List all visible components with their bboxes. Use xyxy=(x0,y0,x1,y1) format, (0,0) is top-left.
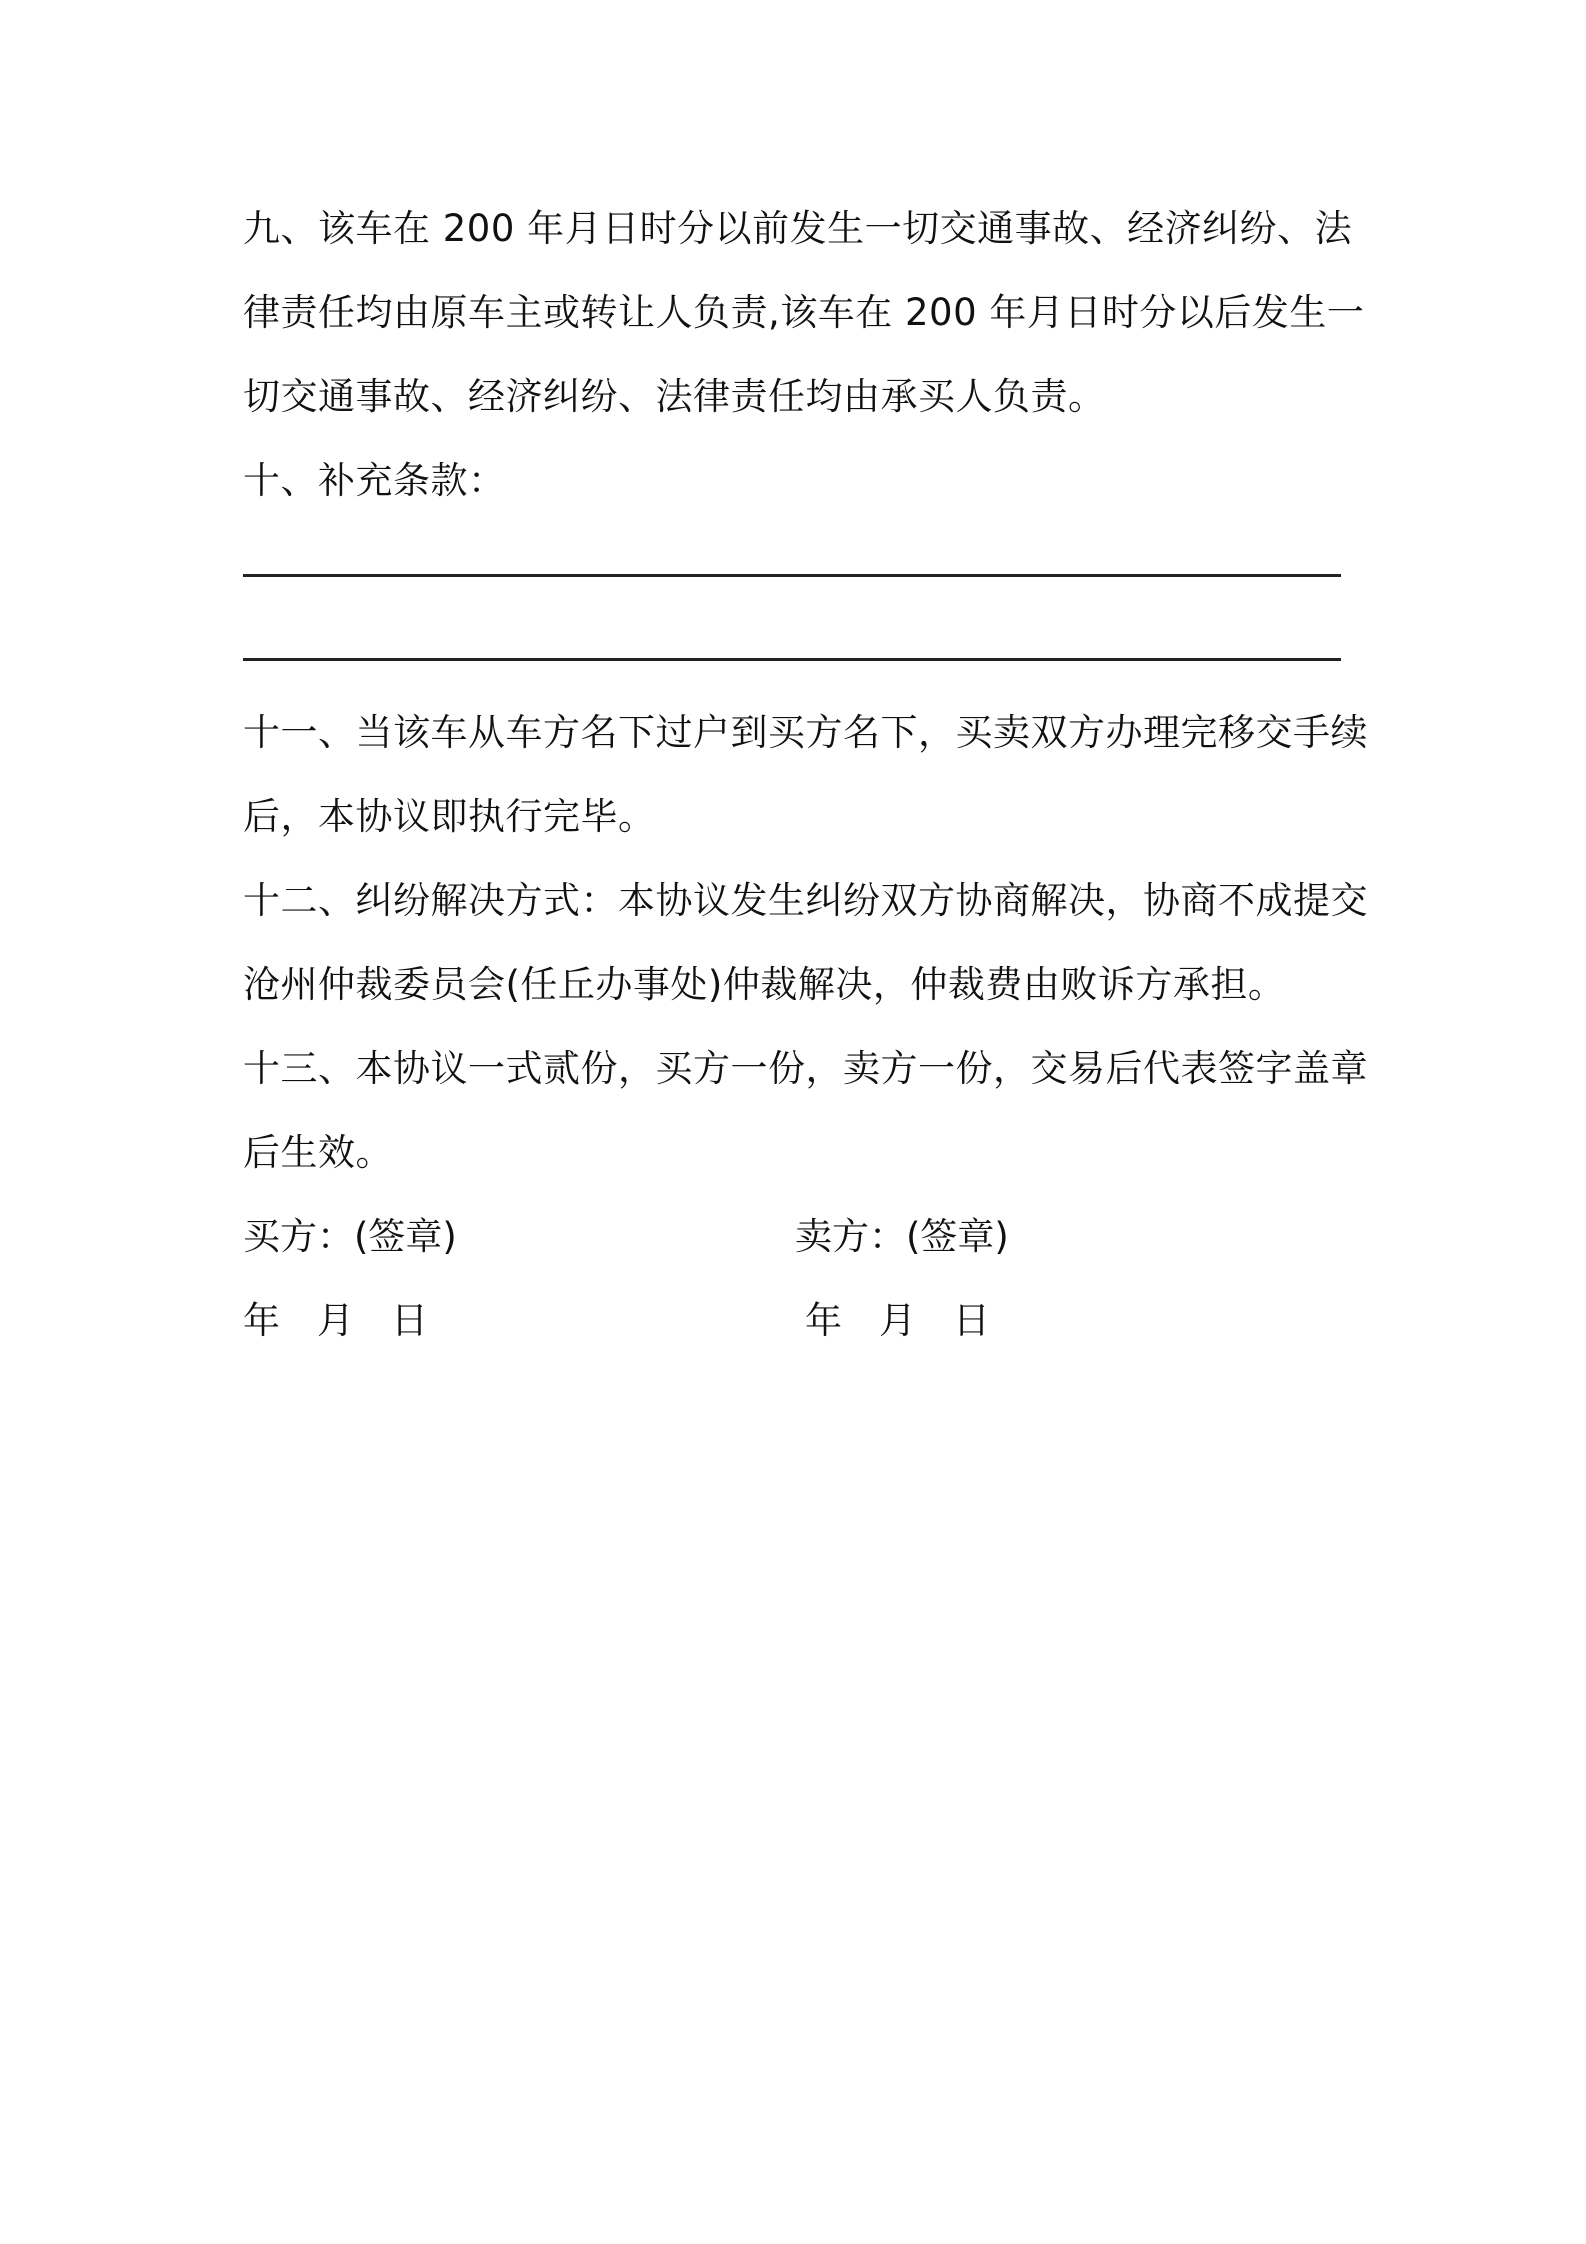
buyer-date-label: 年 月 日 xyxy=(243,1299,428,1342)
clause-13-line-1: 十三、本协议一式贰份，买方一份，卖方一份，交易后代表签字盖章 xyxy=(243,1047,1368,1090)
document-body xyxy=(243,200,1368,1376)
supplementary-blank-line-2 xyxy=(243,620,1363,704)
seller-signature-label: 卖方：(签章) xyxy=(795,1215,1009,1258)
clause-11-line-1: 十一、当该车从车方名下过户到买方名下，买卖双方办理完移交手续 xyxy=(243,711,1368,754)
clause-11-line-2: 后，本协议即执行完毕。 xyxy=(243,795,656,838)
clause-9-line-1: 九、该车在 200 年月日时分以前发生一切交通事故、经济纠纷、法 xyxy=(243,207,1353,250)
clause-9-line-2: 律责任均由原车主或转让人负责,该车在 200 年月日时分以后发生一 xyxy=(243,291,1365,334)
supplementary-blank-line-1 xyxy=(243,536,1363,620)
clause-10-title: 十、补充条款： xyxy=(243,459,506,502)
clause-12-line-2: 沧州仲裁委员会(任丘办事处)仲裁解决，仲裁费由败诉方承担。 xyxy=(243,963,1286,1006)
seller-date-label: 年 月 日 xyxy=(805,1299,990,1342)
clause-9-line-3: 切交通事故、经济纠纷、法律责任均由承买人负责。 xyxy=(243,375,1106,418)
clause-12-line-1: 十二、纠纷解决方式：本协议发生纠纷双方协商解决，协商不成提交 xyxy=(243,879,1368,922)
date-row xyxy=(243,1292,1363,1376)
signature-row xyxy=(243,1208,1363,1292)
clause-13-line-2: 后生效。 xyxy=(243,1131,393,1174)
buyer-signature-label: 买方：(签章) xyxy=(243,1215,457,1258)
